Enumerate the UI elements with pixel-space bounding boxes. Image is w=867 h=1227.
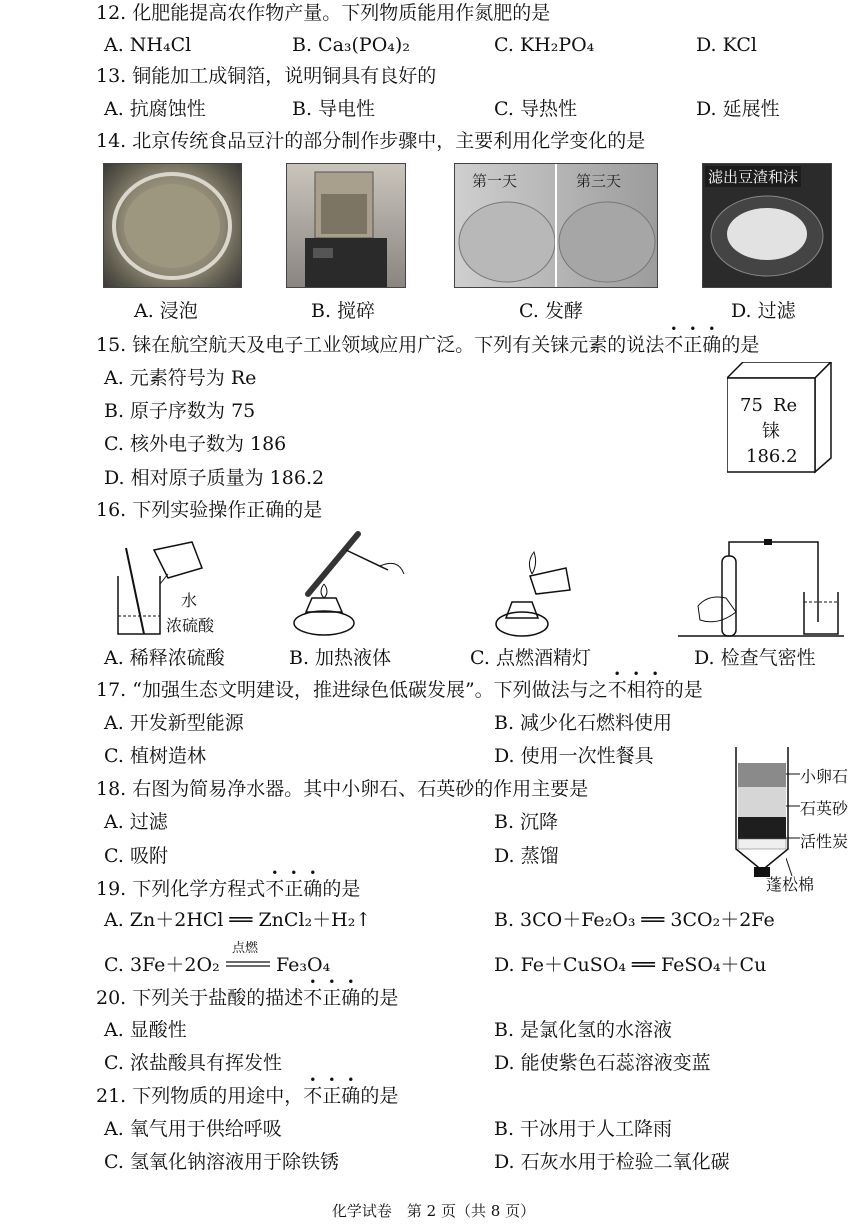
q17-stem-text: 17. “加强生态文明建设，推进绿色低碳发展”。下列做法与之 xyxy=(96,679,608,701)
q20-stem-end: 的是 xyxy=(360,987,399,1009)
q19-option-c-right: Fe₃O₄ xyxy=(276,954,331,976)
q13-stem: 13. 铜能加工成铜箔，说明铜具有良好的 xyxy=(96,65,437,87)
q12-option-a: A. NH₄Cl xyxy=(104,34,192,56)
q14-option-b: B. 搅碎 xyxy=(311,300,376,322)
q20-stem xyxy=(96,985,398,1011)
q21-option-c: C. 氢氧化钠溶液用于除铁锈 xyxy=(104,1151,339,1173)
q13-option-c: C. 导热性 xyxy=(494,98,577,120)
lighting-lamp-figure xyxy=(492,548,572,640)
blender-image xyxy=(287,164,405,287)
fermentation-photo xyxy=(454,163,658,288)
q21-stem-text: 21. 下列物质的用途中， xyxy=(96,1085,304,1107)
q20-stem-text: 20. 下列关于盐酸的描述 xyxy=(96,987,304,1009)
q15-emphasis: 正 xyxy=(683,334,703,356)
q21-emphasis: 确 xyxy=(341,1085,361,1107)
q13-option-d: D. 延展性 xyxy=(696,98,780,120)
q21-option-b: B. 干冰用于人工降雨 xyxy=(494,1118,673,1140)
soaking-beans-image xyxy=(104,164,241,287)
q17-emphasis: 不 xyxy=(607,679,627,701)
q14-option-d: D. 过滤 xyxy=(731,300,796,322)
filtering-photo xyxy=(702,163,832,288)
blending-photo xyxy=(286,163,406,288)
q15-option-c: C. 核外电子数为 186 xyxy=(104,433,287,455)
q18-option-d: D. 蒸馏 xyxy=(494,845,559,867)
q14-stem: 14. 北京传统食品豆汁的部分制作步骤中，主要利用化学变化的是 xyxy=(96,130,646,152)
cotton-label: 蓬松棉 xyxy=(766,875,815,894)
q17-option-d: D. 使用一次性餐具 xyxy=(494,745,654,767)
q18-stem: 18. 右图为简易净水器。其中小卵石、石英砂的作用主要是 xyxy=(96,778,589,800)
q17-stem-end: 的是 xyxy=(664,679,703,701)
element-mass: 186.2 xyxy=(746,446,798,467)
element-number: 75 xyxy=(740,395,763,416)
q17-option-c: C. 植树造林 xyxy=(104,745,206,767)
q18-option-b: B. 沉降 xyxy=(494,811,559,833)
element-symbol: Re xyxy=(773,395,798,416)
q12-option-b: B. Ca₃(PO₄)₂ xyxy=(292,34,410,56)
day3-label: 第三天 xyxy=(576,172,622,190)
q19-option-c-condition: 点燃 xyxy=(232,941,259,956)
q17-emphasis: 符 xyxy=(645,679,665,701)
q18-option-a: A. 过滤 xyxy=(104,811,168,833)
heating-liquid-figure xyxy=(288,528,408,640)
q19-emphasis: 不 xyxy=(265,878,285,900)
q19-option-c-arrow xyxy=(226,960,270,968)
q19-stem xyxy=(96,876,360,902)
q16-option-c: C. 点燃酒精灯 xyxy=(470,647,591,669)
sulfuric-acid-label: 浓硫酸 xyxy=(166,616,215,635)
q21-emphasis: 不 xyxy=(303,1085,323,1107)
q16-option-b: B. 加热液体 xyxy=(289,647,392,669)
q12-stem: 12. 化肥能提高农作物产量。下列物质能用作氮肥的是 xyxy=(96,2,551,24)
q21-emphasis: 正 xyxy=(322,1085,342,1107)
q15-stem-end: 的是 xyxy=(721,334,760,356)
airtightness-figure xyxy=(678,536,844,640)
q13-option-a: A. 抗腐蚀性 xyxy=(104,98,206,120)
q16-option-a: A. 稀释浓硫酸 xyxy=(104,647,225,669)
day1-label: 第一天 xyxy=(472,172,518,190)
q20-emphasis: 正 xyxy=(322,987,342,1009)
q19-emphasis: 确 xyxy=(303,878,323,900)
q19-option-b: B. 3CO＋Fe₂O₃ ══ 3CO₂＋2Fe xyxy=(494,909,775,931)
q17-option-a: A. 开发新型能源 xyxy=(104,712,244,734)
q15-option-a: A. 元素符号为 Re xyxy=(104,367,257,389)
q21-option-d: D. 石灰水用于检验二氧化碳 xyxy=(494,1151,730,1173)
q20-option-a: A. 显酸性 xyxy=(104,1019,187,1041)
filter-label: 滤出豆渣和沫 xyxy=(705,166,801,187)
q21-stem-end: 的是 xyxy=(360,1085,399,1107)
q19-option-a: A. Zn＋2HCl ══ ZnCl₂＋H₂↑ xyxy=(104,909,372,931)
q17-stem xyxy=(96,677,703,703)
element-name: 铼 xyxy=(762,421,780,442)
q20-option-d: D. 能使紫色石蕊溶液变蓝 xyxy=(494,1052,711,1074)
q15-emphasis: 确 xyxy=(702,334,722,356)
q12-option-d: D. KCl xyxy=(696,34,757,56)
q20-emphasis: 确 xyxy=(341,987,361,1009)
q15-stem xyxy=(96,332,759,358)
q21-stem xyxy=(96,1083,398,1109)
q19-option-c-left: C. 3Fe＋2O₂ xyxy=(104,954,220,976)
water-label: 水 xyxy=(181,591,198,610)
q14-option-a: A. 浸泡 xyxy=(134,300,198,322)
q13-option-b: B. 导电性 xyxy=(292,98,376,120)
q17-emphasis: 相 xyxy=(626,679,646,701)
q15-option-d: D. 相对原子质量为 186.2 xyxy=(104,467,325,489)
soaking-photo xyxy=(103,163,242,288)
q19-option-d: D. Fe＋CuSO₄ ══ FeSO₄＋Cu xyxy=(494,954,767,976)
q19-stem-text: 19. 下列化学方程式 xyxy=(96,878,266,900)
q12-option-c: C. KH₂PO₄ xyxy=(494,34,595,56)
quartz-sand-label: 石英砂 xyxy=(800,799,849,818)
q16-stem: 16. 下列实验操作正确的是 xyxy=(96,499,323,521)
q17-option-b: B. 减少化石燃料使用 xyxy=(494,712,673,734)
q15-emphasis: 不 xyxy=(664,334,684,356)
q16-option-d: D. 检查气密性 xyxy=(694,647,816,669)
pebble-label: 小卵石 xyxy=(800,767,849,786)
q19-emphasis: 正 xyxy=(284,878,304,900)
page-footer: 化学试卷 第 2 页（共 8 页） xyxy=(331,1202,536,1220)
q21-option-a: A. 氧气用于供给呼吸 xyxy=(104,1118,282,1140)
q19-stem-end: 的是 xyxy=(322,878,361,900)
q20-emphasis: 不 xyxy=(303,987,323,1009)
q15-stem-text: 15. 铼在航空航天及电子工业领域应用广泛。下列有关铼元素的说法 xyxy=(96,334,665,356)
q18-option-c: C. 吸附 xyxy=(104,845,168,867)
q14-option-c: C. 发酵 xyxy=(519,300,583,322)
activated-carbon-label: 活性炭 xyxy=(800,832,849,851)
q20-option-c: C. 浓盐酸具有挥发性 xyxy=(104,1052,282,1074)
q15-option-b: B. 原子序数为 75 xyxy=(104,400,256,422)
q20-option-b: B. 是氯化氢的水溶液 xyxy=(494,1019,673,1041)
